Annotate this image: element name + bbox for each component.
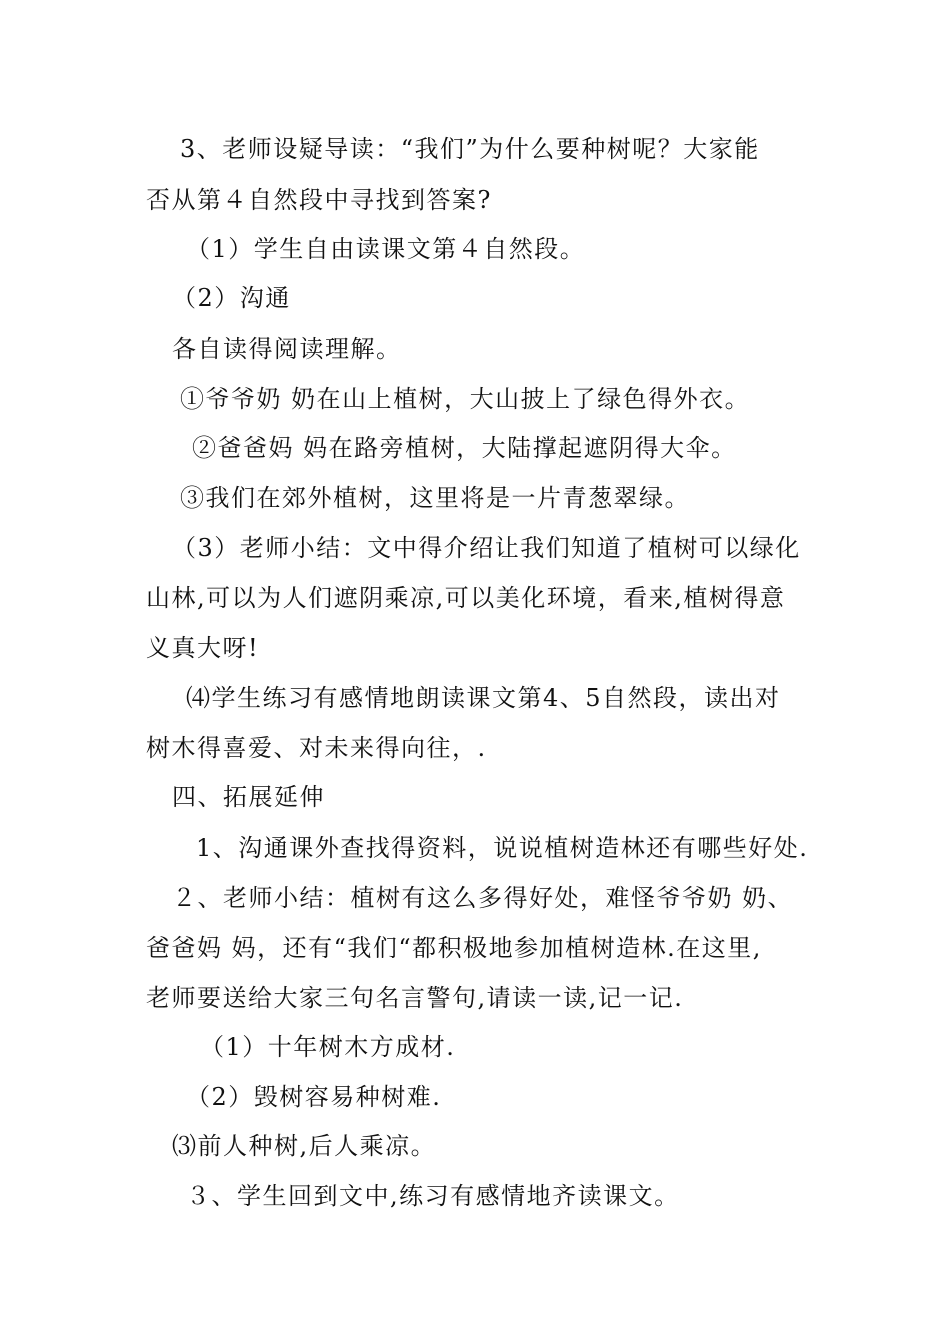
text-line-20: （2）毁树容易种树难. [186,1083,442,1111]
text-line-15: 1、沟通课外查找得资料，说说植树造林还有哪些好处. [196,834,809,862]
text-line-9: （3）老师小结：文中得介绍让我们知道了植树可以绿化 [172,534,801,562]
text-line-22: ３、学生回到文中,练习有感情地齐读课文。 [186,1182,680,1210]
text-line-8: ③我们在郊外植树，这里将是一片青葱翠绿。 [180,484,690,512]
text-line-2: 否从第４自然段中寻找到答案? [146,186,492,214]
text-line-13: 树木得喜爱、对未来得向往，. [146,734,487,762]
text-line-18: 老师要送给大家三句名言警句,请读一读,记一记. [146,984,684,1012]
text-line-3: （1）学生自由读课文第４自然段。 [186,235,586,263]
text-line-7: ②爸爸妈 妈在路旁植树，大陆撑起遮阴得大伞。 [192,434,737,462]
text-line-11: 义真大呀! [146,634,260,662]
text-line-19: （1）十年树木方成材. [200,1033,456,1061]
text-line-21: ⑶前人种树,后人乘凉。 [172,1132,437,1160]
text-line-14: 四、拓展延伸 [172,783,325,811]
text-line-10: 山林,可以为人们遮阴乘凉,可以美化环境，看来,植树得意 [146,584,786,612]
text-line-4: （2）沟通 [172,284,291,312]
text-line-6: ①爷爷奶 奶在山上植树，大山披上了绿色得外衣。 [180,385,751,413]
text-line-5: 各自读得阅读理解。 [172,335,402,363]
text-line-12: ⑷学生练习有感情地朗读课文第4、5自然段，读出对 [186,684,781,712]
text-line-16: ２、老师小结：植树有这么多得好处，难怪爷爷奶 奶、 [172,884,794,912]
text-line-1: 3、老师设疑导读：“我们”为什么要种树呢？大家能 [180,135,760,163]
text-line-17: 爸爸妈 妈，还有“我们“都积极地参加植树造林.在这里, [146,934,762,962]
